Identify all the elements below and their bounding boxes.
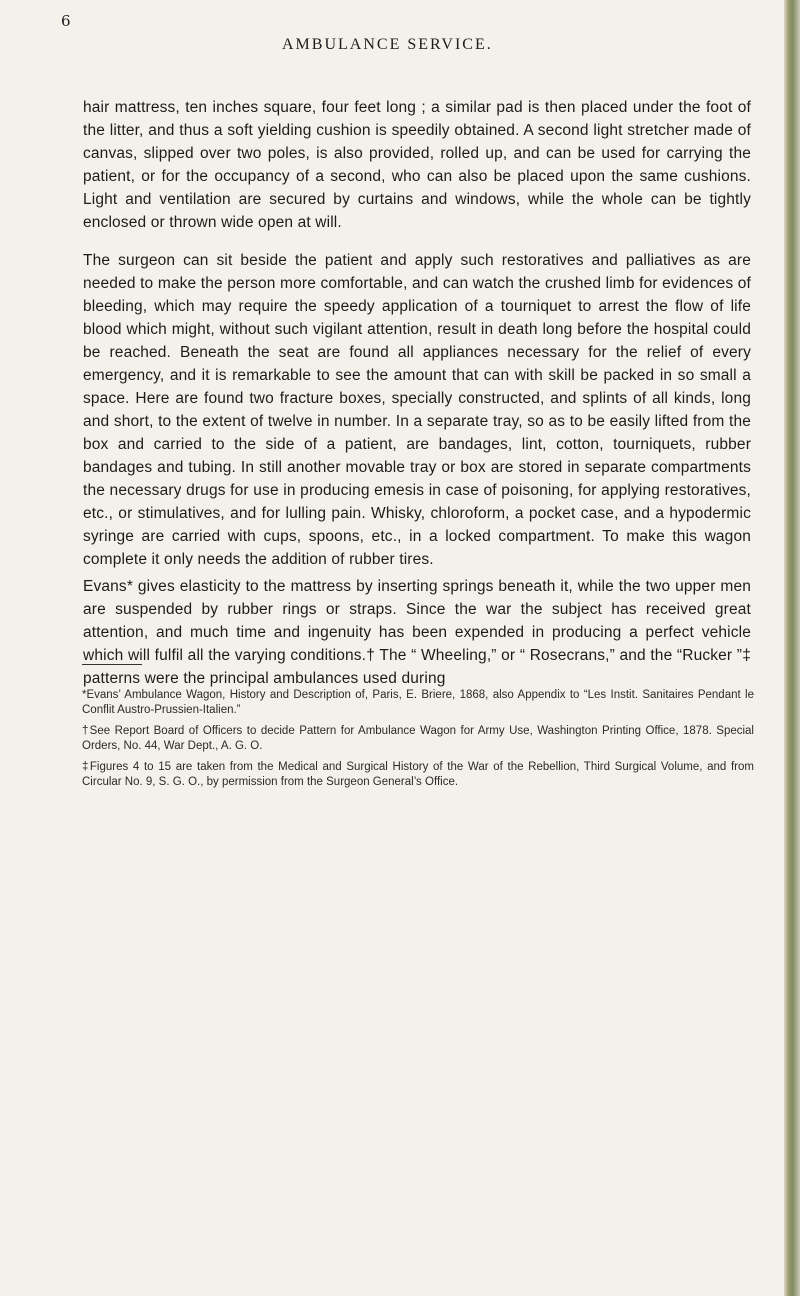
footnote-divider: [82, 664, 142, 665]
footnote-3: ‡Figures 4 to 15 are taken from the Medical and Surgical History of the War of the Rebellion, Third Surgical Volume, and from Circular No. 9, S. G. O., by permission from the Surgeon General’s Office.: [82, 761, 754, 788]
page-number: 6: [61, 12, 72, 30]
running-title: AMBULANCE SERVICE.: [282, 36, 493, 53]
footnote-1: *Evans’ Ambulance Wagon, History and Description of, Paris, E. Briere, 1868, also Appendix to “Les Instit. Sanitaires Pendant le Conflit Austro-Prussien-Italien.”: [82, 689, 754, 716]
paragraph-1: hair mattress, ten inches square, four feet long ; a similar pad is then placed under the foot of the litter, and thus a soft yielding cushion is speedily obtained. A second light stretcher made of canvas, slipped over two poles, is also provided, rolled up, and can be used for carrying the patient, or for the occupancy of a second, who can also be placed upon the same cushions. Light and ventilation are secured by curtains and windows, while the whole can be tightly enclosed or thrown wide open at will.: [83, 99, 751, 231]
body-text: [83, 96, 751, 690]
footnotes: [82, 688, 754, 796]
page-edge-binding: [784, 0, 800, 1296]
footnote-2: †See Report Board of Officers to decide Pattern for Ambulance Wagon for Army Use, Washington Printing Office, 1878. Special Orders, No. 44, War Dept., A. G. O.: [82, 725, 754, 752]
paragraph-3: Evans* gives elasticity to the mattress by inserting springs beneath it, while the two upper men are suspended by rubber rings or straps. Since the war the subject has received great attention, and much time and ingenuity has been expended in producing a perfect vehicle which will fulfil all the varying conditions.† The “ Wheeling,” or “ Rosecrans,” and the “Rucker ”‡ patterns were the principal ambulances used during: [83, 578, 751, 687]
paragraph-2: The surgeon can sit beside the patient and apply such restoratives and palliatives as are needed to make the person more comfortable, and can watch the crushed limb for evidences of bleeding, which may require the speedy application of a tourniquet to arrest the flow of life blood which might, without such vigilant attention, result in death long before the hospital could be reached. Beneath the seat are found all appliances necessary for the relief of every emergency, and it is remarkable to see the amount that can with skill be packed in so small a space. Here are found two fracture boxes, specially constructed, and splints of all kinds, long and short, to the extent of twelve in number. In a separate tray, so as to be easily lifted from the box and carried to the side of a patient, are bandages, lint, cotton, tourniquets, rubber bandages and tubing. In still another movable tray or box are stored in separate compartments the necessary drugs for use in producing emesis in case of poisoning, for applying restoratives, etc., or stimulatives, and for lulling pain. Whisky, chloroform, a pocket case, and a hypodermic syringe are carried with cups, spoons, etc., in a locked compartment. To make this wagon complete it only needs the addition of rubber tires.: [83, 252, 751, 568]
